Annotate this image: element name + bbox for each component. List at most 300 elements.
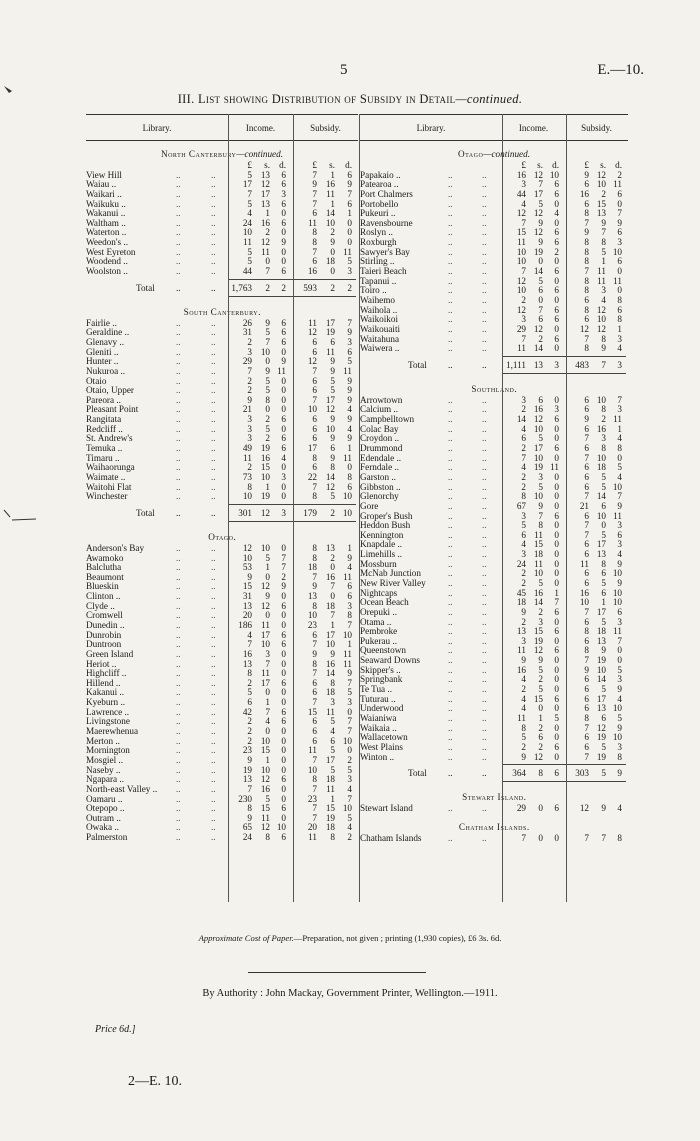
leader-dots: .. <box>211 169 216 180</box>
leader-dots: .. <box>448 529 453 540</box>
leader-dots: .. <box>448 323 453 334</box>
library-name: Livingstone <box>86 716 130 727</box>
leader-dots: .. <box>211 793 216 804</box>
leader-dots: .. <box>448 414 453 425</box>
income-value: 44 <box>516 188 526 199</box>
income-value: 0 <box>554 832 559 843</box>
income-value: 0 <box>554 275 559 286</box>
income-value: 2 <box>281 571 286 582</box>
leader-dots: .. <box>211 266 216 277</box>
leader-dots: .. <box>482 443 487 454</box>
subsidy-value: 14 <box>325 208 335 219</box>
income-value: 17 <box>533 188 543 199</box>
leader-dots: .. <box>448 626 453 637</box>
library-name: Duntroon <box>86 639 122 650</box>
library-name: Waimate .. <box>86 471 126 482</box>
income-value: 0 <box>281 764 286 775</box>
subsidy-value: 12 <box>579 803 589 814</box>
leader-dots: .. <box>482 359 487 370</box>
income-value: 7 <box>521 832 526 843</box>
leader-dots: .. <box>211 256 216 267</box>
library-name: Te Tua .. <box>360 684 393 695</box>
subsidy-value: 0 <box>617 266 622 277</box>
subsidy-value: 10 <box>596 394 606 405</box>
leader-dots: .. <box>211 803 216 814</box>
income-value: 0 <box>265 610 270 621</box>
table-row <box>86 357 358 367</box>
income-value: 7 <box>247 188 252 199</box>
leader-dots: .. <box>448 433 453 444</box>
subsidy-value: 7 <box>617 394 622 405</box>
subsidy-value: 6 <box>584 443 589 454</box>
subsidy-value: 7 <box>584 832 589 843</box>
subsidy-value: 6 <box>584 549 589 560</box>
subsidy-value: 6 <box>584 674 589 685</box>
subsidy-value: 12 <box>596 169 606 180</box>
income-value: 0 <box>281 610 286 621</box>
subsidy-value: 7 <box>347 677 352 688</box>
leader-dots: .. <box>176 266 181 277</box>
subsidy-value: 9 <box>601 803 606 814</box>
subsidy-value: 8 <box>584 246 589 257</box>
leader-dots: .. <box>482 568 487 579</box>
subsidy-value: 23 <box>307 619 317 630</box>
income-value: 11 <box>534 529 543 540</box>
subsidy-value: 6 <box>584 693 589 704</box>
leader-dots: .. <box>448 664 453 675</box>
leader-dots: .. <box>482 256 487 267</box>
income-value: 0 <box>281 246 286 257</box>
leader-dots: .. <box>482 198 487 209</box>
subsidy-value: 20 <box>307 822 317 833</box>
income-value: 9 <box>538 217 543 228</box>
income-value: 14 <box>533 597 543 608</box>
table-row <box>86 756 358 766</box>
leader-dots: .. <box>482 768 487 779</box>
income-value: 1 <box>265 481 270 492</box>
library-name: Arrowtown <box>360 394 403 405</box>
subsidy-value: 3 <box>617 674 622 685</box>
subsidy-value: 0 <box>330 246 335 257</box>
income-value: 0 <box>554 481 559 492</box>
leader-dots: .. <box>482 832 487 843</box>
subsidy-value: 10 <box>342 803 352 814</box>
income-value: 0 <box>281 648 286 659</box>
subsidy-total: 9 <box>617 768 622 779</box>
leader-dots: .. <box>211 198 216 209</box>
subsidy-value: 10 <box>342 735 352 746</box>
income-value: 3 <box>521 394 526 405</box>
income-value: 0 <box>281 462 286 473</box>
leader-dots: .. <box>482 703 487 714</box>
subsidy-value: 6 <box>584 703 589 714</box>
leader-dots: .. <box>176 562 181 573</box>
library-name: Winton .. <box>360 751 395 762</box>
leader-dots: .. <box>211 600 216 611</box>
income-value: 10 <box>260 346 270 357</box>
subsidy-value: 9 <box>347 552 352 563</box>
subsidy-value: 17 <box>596 606 606 617</box>
header-income: Income. <box>518 123 549 133</box>
subsidy-value: 7 <box>312 754 317 765</box>
library-name: Timaru .. <box>86 452 120 463</box>
income-value: 29 <box>242 356 252 367</box>
income-value: 0 <box>281 385 286 396</box>
subsidy-value: 12 <box>307 327 317 338</box>
subsidy-value: 12 <box>307 356 317 367</box>
income-value: 2 <box>521 616 526 627</box>
table-row <box>86 688 358 698</box>
income-value: 0 <box>281 375 286 386</box>
income-value: 53 <box>242 562 252 573</box>
subsidy-value: 23 <box>307 793 317 804</box>
income-value: 4 <box>521 693 526 704</box>
income-value: 29 <box>516 323 526 334</box>
income-value: 0 <box>265 687 270 698</box>
income-value: 0 <box>538 294 543 305</box>
subsidy-value: 15 <box>325 803 335 814</box>
leader-dots: .. <box>482 549 487 560</box>
library-name: Clyde .. <box>86 600 115 611</box>
subsidy-value: 8 <box>584 275 589 286</box>
table-row <box>86 650 358 660</box>
library-name: Calcium .. <box>360 404 399 415</box>
leader-dots: .. <box>482 275 487 286</box>
subsidy-value: 6 <box>584 198 589 209</box>
subsidy-value: 18 <box>596 626 606 637</box>
table-row <box>86 804 358 814</box>
library-name: West Eyreton <box>86 246 136 257</box>
library-name: Heriot .. <box>86 658 117 669</box>
subsidy-value: 10 <box>325 217 335 228</box>
income-value: 16 <box>260 783 270 794</box>
subsidy-value: 8 <box>312 237 317 248</box>
subsidy-unit-label: £ <box>312 160 317 170</box>
income-value: 21 <box>242 404 252 415</box>
income-value: 9 <box>521 655 526 666</box>
leader-dots: .. <box>176 317 181 328</box>
leader-dots: .. <box>176 188 181 199</box>
subsidy-value: 9 <box>617 500 622 511</box>
header-library: Library. <box>142 123 172 133</box>
income-value: 9 <box>265 591 270 602</box>
income-value: 0 <box>554 520 559 531</box>
cost-footnote <box>0 933 700 943</box>
leader-dots: .. <box>482 510 487 521</box>
library-name: Cromwell <box>86 610 123 621</box>
total-label: Total <box>408 768 427 779</box>
leader-dots: .. <box>482 587 487 598</box>
leader-dots: .. <box>448 510 453 521</box>
income-value: 14 <box>516 414 526 425</box>
subsidy-value: 11 <box>308 832 317 843</box>
leader-dots: .. <box>176 256 181 267</box>
subsidy-value: 1 <box>601 597 606 608</box>
income-value: 11 <box>517 712 526 723</box>
subsidy-value: 19 <box>596 732 606 743</box>
income-value: 17 <box>533 443 543 454</box>
subsidy-value: 9 <box>601 217 606 228</box>
leader-dots: .. <box>448 568 453 579</box>
income-value: 5 <box>265 793 270 804</box>
subsidy-total: 2 <box>330 507 335 518</box>
income-total: 1,763 <box>231 282 252 293</box>
income-value: 10 <box>516 285 526 296</box>
leader-dots: .. <box>482 803 487 814</box>
subsidy-value: 15 <box>307 706 317 717</box>
income-value: 7 <box>247 783 252 794</box>
library-name: McNab Junction <box>360 568 421 579</box>
income-value: 3 <box>247 346 252 357</box>
subsidy-value: 8 <box>601 443 606 454</box>
subsidy-value: 1 <box>347 208 352 219</box>
library-name: Port Chalmers <box>360 188 413 199</box>
leader-dots: .. <box>176 668 181 679</box>
leader-dots: .. <box>482 674 487 685</box>
income-value: 10 <box>242 491 252 502</box>
leader-dots: .. <box>482 404 487 415</box>
income-value: 9 <box>521 606 526 617</box>
subsidy-value: 21 <box>579 500 589 511</box>
subsidy-total: 2 <box>330 282 335 293</box>
subsidy-value: 18 <box>325 822 335 833</box>
subsidy-value: 7 <box>312 365 317 376</box>
subsidy-value: 6 <box>312 375 317 386</box>
income-value: 6 <box>281 433 286 444</box>
table-row <box>86 444 358 454</box>
subsidy-value: 5 <box>601 471 606 482</box>
leader-dots: .. <box>482 179 487 190</box>
income-value: 7 <box>265 706 270 717</box>
leader-dots: .. <box>211 356 216 367</box>
subsidy-value: 5 <box>347 356 352 367</box>
subsidy-value: 9 <box>330 433 335 444</box>
leader-dots: .. <box>176 648 181 659</box>
subsidy-value: 8 <box>312 658 317 669</box>
subsidy-value: 8 <box>584 645 589 656</box>
leader-dots: .. <box>211 507 216 518</box>
subsidy-value: 9 <box>312 179 317 190</box>
income-value: 19 <box>533 246 543 257</box>
section-heading <box>86 147 358 161</box>
subsidy-value: 1 <box>347 639 352 650</box>
income-value: 2 <box>521 741 526 752</box>
leader-dots: .. <box>482 285 487 296</box>
leader-dots: .. <box>211 327 216 338</box>
income-value: 0 <box>538 256 543 267</box>
library-name: Roslyn .. <box>360 227 393 238</box>
library-name: Gibbston .. <box>360 481 401 492</box>
table-row <box>86 219 358 229</box>
library-name: Kyeburn .. <box>86 697 126 708</box>
column-rule <box>566 114 567 902</box>
subsidy-value: 16 <box>579 587 589 598</box>
leader-dots: .. <box>211 336 216 347</box>
subsidy-value: 8 <box>601 333 606 344</box>
subsidy-value: 1 <box>330 169 335 180</box>
subsidy-value: 8 <box>584 256 589 267</box>
leader-dots: .. <box>482 433 487 444</box>
subsidy-value: 6 <box>584 471 589 482</box>
income-value: 4 <box>521 539 526 550</box>
income-value: 0 <box>281 542 286 553</box>
title-prefix: III. <box>177 92 198 106</box>
library-name: Taieri Beach <box>360 266 407 277</box>
income-value: 7 <box>538 179 543 190</box>
table-row <box>86 746 358 756</box>
table-row <box>360 753 628 763</box>
library-name: Pareora .. <box>86 394 121 405</box>
library-name: Patearoa .. <box>360 179 399 190</box>
leader-dots: .. <box>176 356 181 367</box>
income-value: 9 <box>247 394 252 405</box>
subsidy-value: 0 <box>347 745 352 756</box>
subsidy-value: 4 <box>617 471 622 482</box>
library-name: Seaward Downs <box>360 655 420 666</box>
income-value: 1 <box>554 587 559 598</box>
income-value: 5 <box>247 198 252 209</box>
subsidy-value: 7 <box>584 606 589 617</box>
leader-dots: .. <box>448 803 453 814</box>
income-value: 12 <box>533 323 543 334</box>
income-value: 2 <box>247 385 252 396</box>
leader-dots: .. <box>448 606 453 617</box>
subsidy-value: 5 <box>330 764 335 775</box>
income-total: 6 <box>554 768 559 779</box>
leader-dots: .. <box>176 462 181 473</box>
leader-dots: .. <box>482 664 487 675</box>
subsidy-value: 3 <box>330 697 335 708</box>
library-name: Groper's Bush <box>360 510 413 521</box>
library-name: Otaio, Upper <box>86 385 134 396</box>
total-row <box>360 762 628 784</box>
leader-dots: .. <box>482 693 487 704</box>
income-value: 15 <box>516 227 526 238</box>
income-value: 5 <box>538 664 543 675</box>
subsidy-value: 9 <box>330 414 335 425</box>
income-value: 5 <box>265 552 270 563</box>
subsidy-total: 179 <box>303 507 317 518</box>
leader-dots: .. <box>482 227 487 238</box>
subsidy-value: 7 <box>312 783 317 794</box>
income-total: 3 <box>281 507 286 518</box>
subsidy-value: 9 <box>347 414 352 425</box>
subsidy-value: 6 <box>617 606 622 617</box>
footnote-text: —Preparation, not given ; printing (1,930 copies), £6 3s. 6d. <box>293 933 502 943</box>
subsidy-value: 3 <box>347 774 352 785</box>
subsidy-value: 11 <box>343 452 352 463</box>
library-name: Ferndale .. <box>360 462 400 473</box>
subsidy-value: 13 <box>596 635 606 646</box>
subsidy-value: 11 <box>308 745 317 756</box>
income-unit-label: £ <box>247 160 252 170</box>
subsidy-value: 22 <box>307 471 317 482</box>
table-row <box>86 563 358 573</box>
left-table <box>86 114 358 843</box>
library-name: Highcliff .. <box>86 668 127 679</box>
income-value: 0 <box>281 256 286 267</box>
table-row <box>86 492 358 502</box>
subsidy-value: 6 <box>584 510 589 521</box>
income-value: 5 <box>538 577 543 588</box>
leader-dots: .. <box>448 500 453 511</box>
income-value: 13 <box>242 600 252 611</box>
page-number: 5 <box>340 62 348 78</box>
leader-dots: .. <box>482 246 487 257</box>
income-value: 2 <box>521 568 526 579</box>
income-value: 6 <box>521 529 526 540</box>
income-value: 7 <box>265 266 270 277</box>
income-value: 0 <box>281 394 286 405</box>
subsidy-value: 6 <box>617 227 622 238</box>
subsidy-value: 6 <box>312 433 317 444</box>
income-value: 0 <box>538 703 543 714</box>
income-value: 19 <box>533 462 543 473</box>
subsidy-value: 4 <box>347 562 352 573</box>
leader-dots: .. <box>448 616 453 627</box>
income-value: 65 <box>242 822 252 833</box>
subsidy-value: 14 <box>596 491 606 502</box>
library-name: Palmerston <box>86 832 128 843</box>
leader-dots: .. <box>482 684 487 695</box>
income-value: 0 <box>265 571 270 582</box>
income-value: 9 <box>247 812 252 823</box>
income-value: 11 <box>243 452 252 463</box>
leader-dots: .. <box>448 333 453 344</box>
subsidy-value: 8 <box>601 237 606 248</box>
subsidy-value: 1 <box>601 256 606 267</box>
subsidy-value: 3 <box>617 616 622 627</box>
subsidy-value: 8 <box>330 677 335 688</box>
header-subsidy: Subsidy. <box>310 123 341 133</box>
subsidy-value: 11 <box>613 414 622 425</box>
leader-dots: .. <box>211 179 216 190</box>
leader-dots: .. <box>176 793 181 804</box>
library-name: Naseby .. <box>86 764 121 775</box>
leader-dots: .. <box>482 597 487 608</box>
leader-dots: .. <box>211 188 216 199</box>
income-value: 6 <box>554 510 559 521</box>
income-value: 14 <box>533 343 543 354</box>
subsidy-value: 7 <box>584 452 589 463</box>
library-name: Lawrence .. <box>86 706 130 717</box>
subsidy-value: 3 <box>601 433 606 444</box>
subsidy-value: 18 <box>325 600 335 611</box>
leader-dots: .. <box>482 741 487 752</box>
subsidy-value: 8 <box>584 304 589 315</box>
total-row <box>360 354 628 376</box>
subsidy-value: 9 <box>617 558 622 569</box>
subsidy-value: 5 <box>330 716 335 727</box>
income-value: 6 <box>554 314 559 325</box>
income-value: 6 <box>281 774 286 785</box>
leader-dots: .. <box>211 735 216 746</box>
income-value: 12 <box>260 600 270 611</box>
table-row <box>86 631 358 641</box>
subsidy-value: 9 <box>330 237 335 248</box>
leader-dots: .. <box>482 645 487 656</box>
leader-dots: .. <box>482 343 487 354</box>
subsidy-value: 7 <box>312 812 317 823</box>
income-unit-label: £ <box>521 160 526 170</box>
leader-dots: .. <box>176 629 181 640</box>
leader-dots: .. <box>211 610 216 621</box>
leader-dots: .. <box>211 414 216 425</box>
leader-dots: .. <box>176 282 181 293</box>
leader-dots: .. <box>176 812 181 823</box>
income-value: 73 <box>242 471 252 482</box>
subsidy-unit-label: d. <box>615 160 622 170</box>
